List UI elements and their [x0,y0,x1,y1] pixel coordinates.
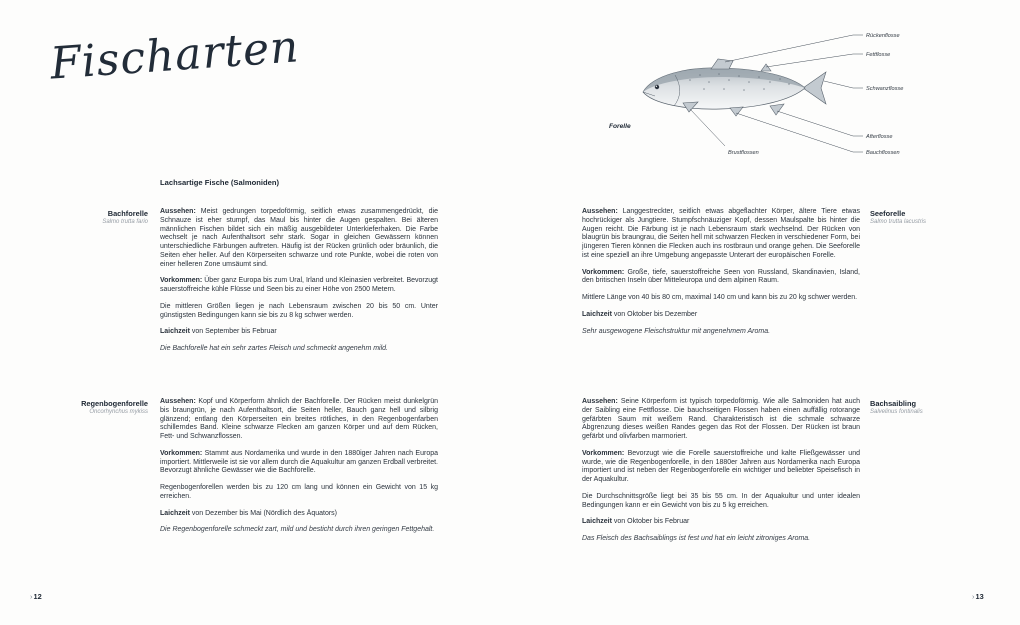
fish-name-block [870,209,990,225]
paragraph-text: von September bis Februar [189,328,277,336]
paragraph-vorkommen [160,277,438,295]
fish-description [160,208,438,354]
paragraph-label: Vorkommen: [160,449,203,457]
paragraph-text: Große, tiefe, sauerstoffreiche Seen von Russland, Skandinavien, Island, den britischen Inseln über Mitteleuropa und dem alpinen Raum. [582,268,860,285]
fish-name: Bachsaibling [870,399,916,408]
paragraph-text: von Oktober bis Februar [611,518,690,526]
paragraph-aussehen [582,208,860,261]
paragraph-aussehen [160,398,438,442]
fin-label-fettflosse: Fettflosse [866,52,891,58]
fish-description [160,398,438,535]
paragraph-size [160,303,438,321]
paragraph-aussehen [582,398,860,442]
section-heading: Lachsartige Fische (Salmoniden) [160,178,279,187]
fish-name-block [870,399,990,415]
paragraph-laichzeit [160,510,438,519]
paragraph-label: Aussehen: [160,398,196,405]
trout-illustration [643,59,826,116]
fin-label-bauchflossen: Bauchflossen [866,150,900,156]
fish-latin-name: Salmo trutta fario [102,219,148,225]
fin-label-afterflosse: Afterflosse [866,134,893,140]
paragraph-text: Langgestreckter, seitlich etwas abgeflachter Körper, ältere Tiere etwas hochrückiger als Jungtiere. Stumpfschnäuziger Kopf, dessen Maulspalte bis hinter die Augen reicht. Die Färbung ist je nach Lebensraum stark wechselnd. Der Rücken von blaugrün bis braungrau, die Seiten hell mit schwarzen Flecken in verschiedener Form, bei jüngeren Tieren können die Flecken auch ins rostbraun und orange gehen. Die Seeforelle ist eine speziell an ihre Umgebung angepasste Unterart der europäischen Forelle. [582,208,860,259]
paragraph-text: Mittlere Länge von 40 bis 80 cm, maximal 140 cm und kann bis zu 20 kg schwer werden. [582,294,858,301]
taste-note: Die Regenbogenforelle schmeckt zart, mild und besticht durch ihren geringen Fettgehalt. [160,526,435,534]
fish-description [582,208,860,336]
pelvic-fin-callout [736,113,863,152]
paragraph-vorkommen [582,269,860,287]
fin-label-brustflossen: Brustflossen [728,150,759,156]
fish-description [582,398,860,544]
pectoral-fin-callout [690,109,725,146]
paragraph-vorkommen [582,450,860,485]
anal-fin-callout [777,111,863,136]
dorsal-fin-callout [725,35,863,62]
dorsal-fin [711,59,733,69]
paragraph-label: Aussehen: [582,398,618,405]
fish-name: Seeforelle [870,209,906,218]
paragraph-label: Laichzeit [582,310,612,318]
page-number: 13 [975,592,984,601]
paragraph-text: Die mittleren Größen liegen je nach Lebensraum zwischen 20 bis 50 cm. Unter günstigsten Bedingungen kann sie bis zu 8 kg schwer werden. [160,302,438,319]
paragraph-text: Meist gedrungen torpedoförmig, seitlich etwas zusammengedrückt, die Schnauze ist eher stumpf, das Maul bis hinter die Augen gespalten. Bei älteren männlichen Fischen bildet sich ein mäßig ausgebildeter Unterkieferhaken. Die Farbe wechselt je nach Aufenthaltsort sehr stark. Sogar in gleichen Gewässern können unterschiedliche Färbungen auftreten. Häufig ist der Rücken grünlich oder bräunlich, die Seiten eher heller. Auf den Körperseiten schwarze und rote Punkte, wobei die roten von einer helleren Zone umsäumt sind. [160,208,438,268]
paragraph-label: Aussehen: [160,208,196,215]
paragraph-laichzeit [582,311,860,320]
taste-note: Die Bachforelle hat ein sehr zartes Fleisch und schmeckt angenehm mild. [160,345,388,352]
page-number-left [30,592,42,601]
page-number: 12 [33,592,42,601]
adipose-fin [761,64,771,71]
fish-name: Regenbogenforelle [81,399,148,408]
taste-note: Das Fleisch des Bachsaiblings ist fest und hat ein leicht zitroniges Aroma. [582,535,811,542]
paragraph-text: Bevorzugt wie die Forelle sauerstoffreiche und kalte Fließgewässer und wurde, wie die Regenbogenforelle, in den 1880er Jahren aus Nordamerika nach Europa importiert und ist neben der Regenbogenforelle ein wichtiger und beliebter Speisefisch in der Aquakultur. [582,449,860,483]
paragraph-text: Über ganz Europa bis zum Ural, Irland und Kleinasien verbreitet. Bevorzugt sauerstoffreiche kühle Flüsse und Seen bis zu einer Höhe von 2500 Metern. [160,277,438,293]
paragraph-text: Kopf und Körperform ähnlich der Bachforelle. Der Rücken meist dunkelgrün bis braungrün, je nach Aufenthaltsort, die Seiten heller, Bauch ganz hell und silbrig glänzend; entlang den Körperseiten ein breites rötliches, in den Regenbogenfarben schillerndes Band. Kleine schwarze Flecken am ganzen Körper und auf dem Rücken, Fett- und Schwanzflossen. [160,398,438,440]
fish-latin-name: Salmo trutta lacustris [870,219,927,225]
paragraph-size [160,484,438,502]
fish-latin-name: Salvelinus fontinalis [870,409,923,415]
paragraph-text: Seine Körperform ist typisch torpedoförmig. Wie alle Salmoniden hat auch der Saibling eine Fettflosse. Die bauchseitigen Flossen haben einen auffällig rotorange gefärbten Saum mit weißem Rand. Charakteristisch ist die schmale schwarze Abgrenzung dieses weißen Randes gegen das Rot der Flossen. Der Rücken ist braun gefärbt und olivfarben marmoriert. [582,398,860,440]
paragraph-vorkommen [160,450,438,476]
paragraph-label: Vorkommen: [582,449,625,457]
paragraph-label: Laichzeit [582,518,612,526]
paragraph-size [582,493,860,511]
paragraph-text: Regenbogenforellen werden bis zu 120 cm lang und können ein Gewicht von 15 kg erreichen. [160,484,438,500]
paragraph-text: Die Durchschnittsgröße liegt bei 35 bis 55 cm. In der Aquakultur und unter idealen Bedingungen kann er ein Gewicht von bis zu 5 kg erreichen. [582,492,860,509]
paragraph-label: Laichzeit [160,509,190,517]
paragraph-laichzeit [582,518,860,527]
page-marker: › [972,592,975,601]
paragraph-size [582,294,860,303]
paragraph-text: Stammt aus Nordamerika und wurde in den 1880iger Jahren nach Europa importiert. Mittlerweile ist sie vor allem durch die Aquakultur am ganzen Erdball verbreitet. Bevorzugt ähnliche Gewässer wie die Bachforelle. [160,449,438,475]
paragraph-aussehen [160,208,438,269]
fish-caption: Forelle [609,123,631,130]
fish-name-block [30,399,148,415]
page-number-right [972,592,984,601]
paragraph-label: Laichzeit [160,328,190,336]
trout-diagram [595,18,925,170]
fish-name-block [30,209,148,225]
tail-fin [803,72,826,104]
paragraph-label: Aussehen: [582,208,618,215]
fish-eye [655,85,659,89]
taste-note: Sehr ausgewogene Fleischstruktur mit angenehmem Aroma. [582,327,771,335]
anal-fin [770,104,784,115]
fish-eye-highlight [656,86,657,87]
fin-label-rueckenflosse: Rückenflosse [866,33,900,39]
paragraph-text: von Dezember bis Mai (Nördlich des Äquators) [189,509,338,517]
paragraph-label: Vorkommen: [582,268,625,276]
paragraph-laichzeit [160,328,438,337]
tail-fin-callout [824,81,863,88]
paragraph-text: von Oktober bis Dezember [611,310,698,318]
page-title: Fischarten [48,21,301,90]
fish-latin-name: Oncorhynchus mykiss [89,409,148,415]
adipose-fin-callout [766,54,863,67]
paragraph-label: Vorkommen: [160,277,203,285]
fin-label-schwanzflosse: Schwanzflosse [866,86,904,92]
page-marker: › [30,592,33,601]
fish-name: Bachforelle [107,209,148,218]
